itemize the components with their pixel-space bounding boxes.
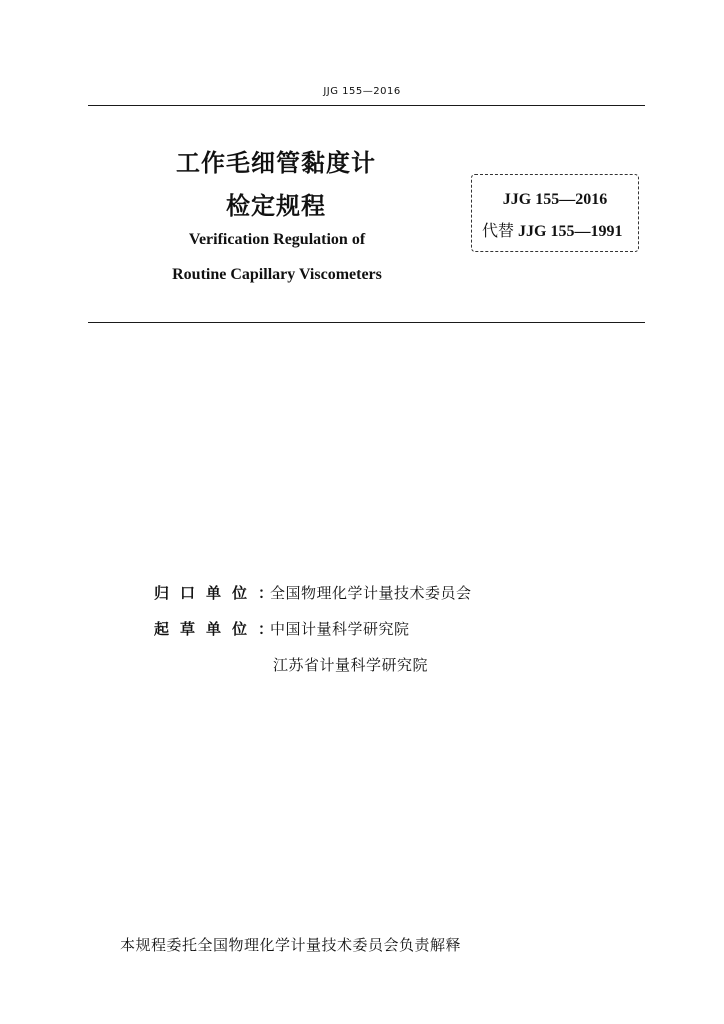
replace-prefix: 代替 (482, 223, 515, 240)
drafting-unit-row-2 (273, 654, 428, 675)
title-english-line-2: Routine Capillary Viscometers (172, 266, 382, 283)
bottom-divider (88, 322, 645, 323)
responsible-unit-label: 归口单位： (154, 584, 285, 602)
title-chinese-line-1: 工作毛细管黏度计 (176, 149, 376, 177)
replaced-standard (482, 218, 622, 241)
drafting-unit-value-2: 江苏省计量科学研究院 (273, 656, 429, 674)
interpretation-note: 本规程委托全国物理化学计量技术委员会负责解释 (120, 936, 462, 954)
responsible-unit-value: 全国物理化学计量技术委员会 (270, 584, 472, 602)
drafting-unit-value-1: 中国计量科学研究院 (270, 620, 410, 638)
title-chinese-line-2: 检定规程 (226, 192, 326, 220)
replaced-standard-code: JJG 155—1991 (518, 223, 623, 240)
drafting-unit-label: 起草单位： (154, 620, 285, 638)
top-divider (88, 105, 645, 106)
header-standard-code: JJG 155—2016 (323, 86, 401, 97)
standard-code-box (471, 174, 639, 252)
drafting-unit-row (154, 618, 410, 639)
title-english-line-1: Verification Regulation of (188, 231, 366, 248)
standard-code: JJG 155—2016 (502, 191, 608, 208)
responsible-unit-row (154, 582, 472, 603)
